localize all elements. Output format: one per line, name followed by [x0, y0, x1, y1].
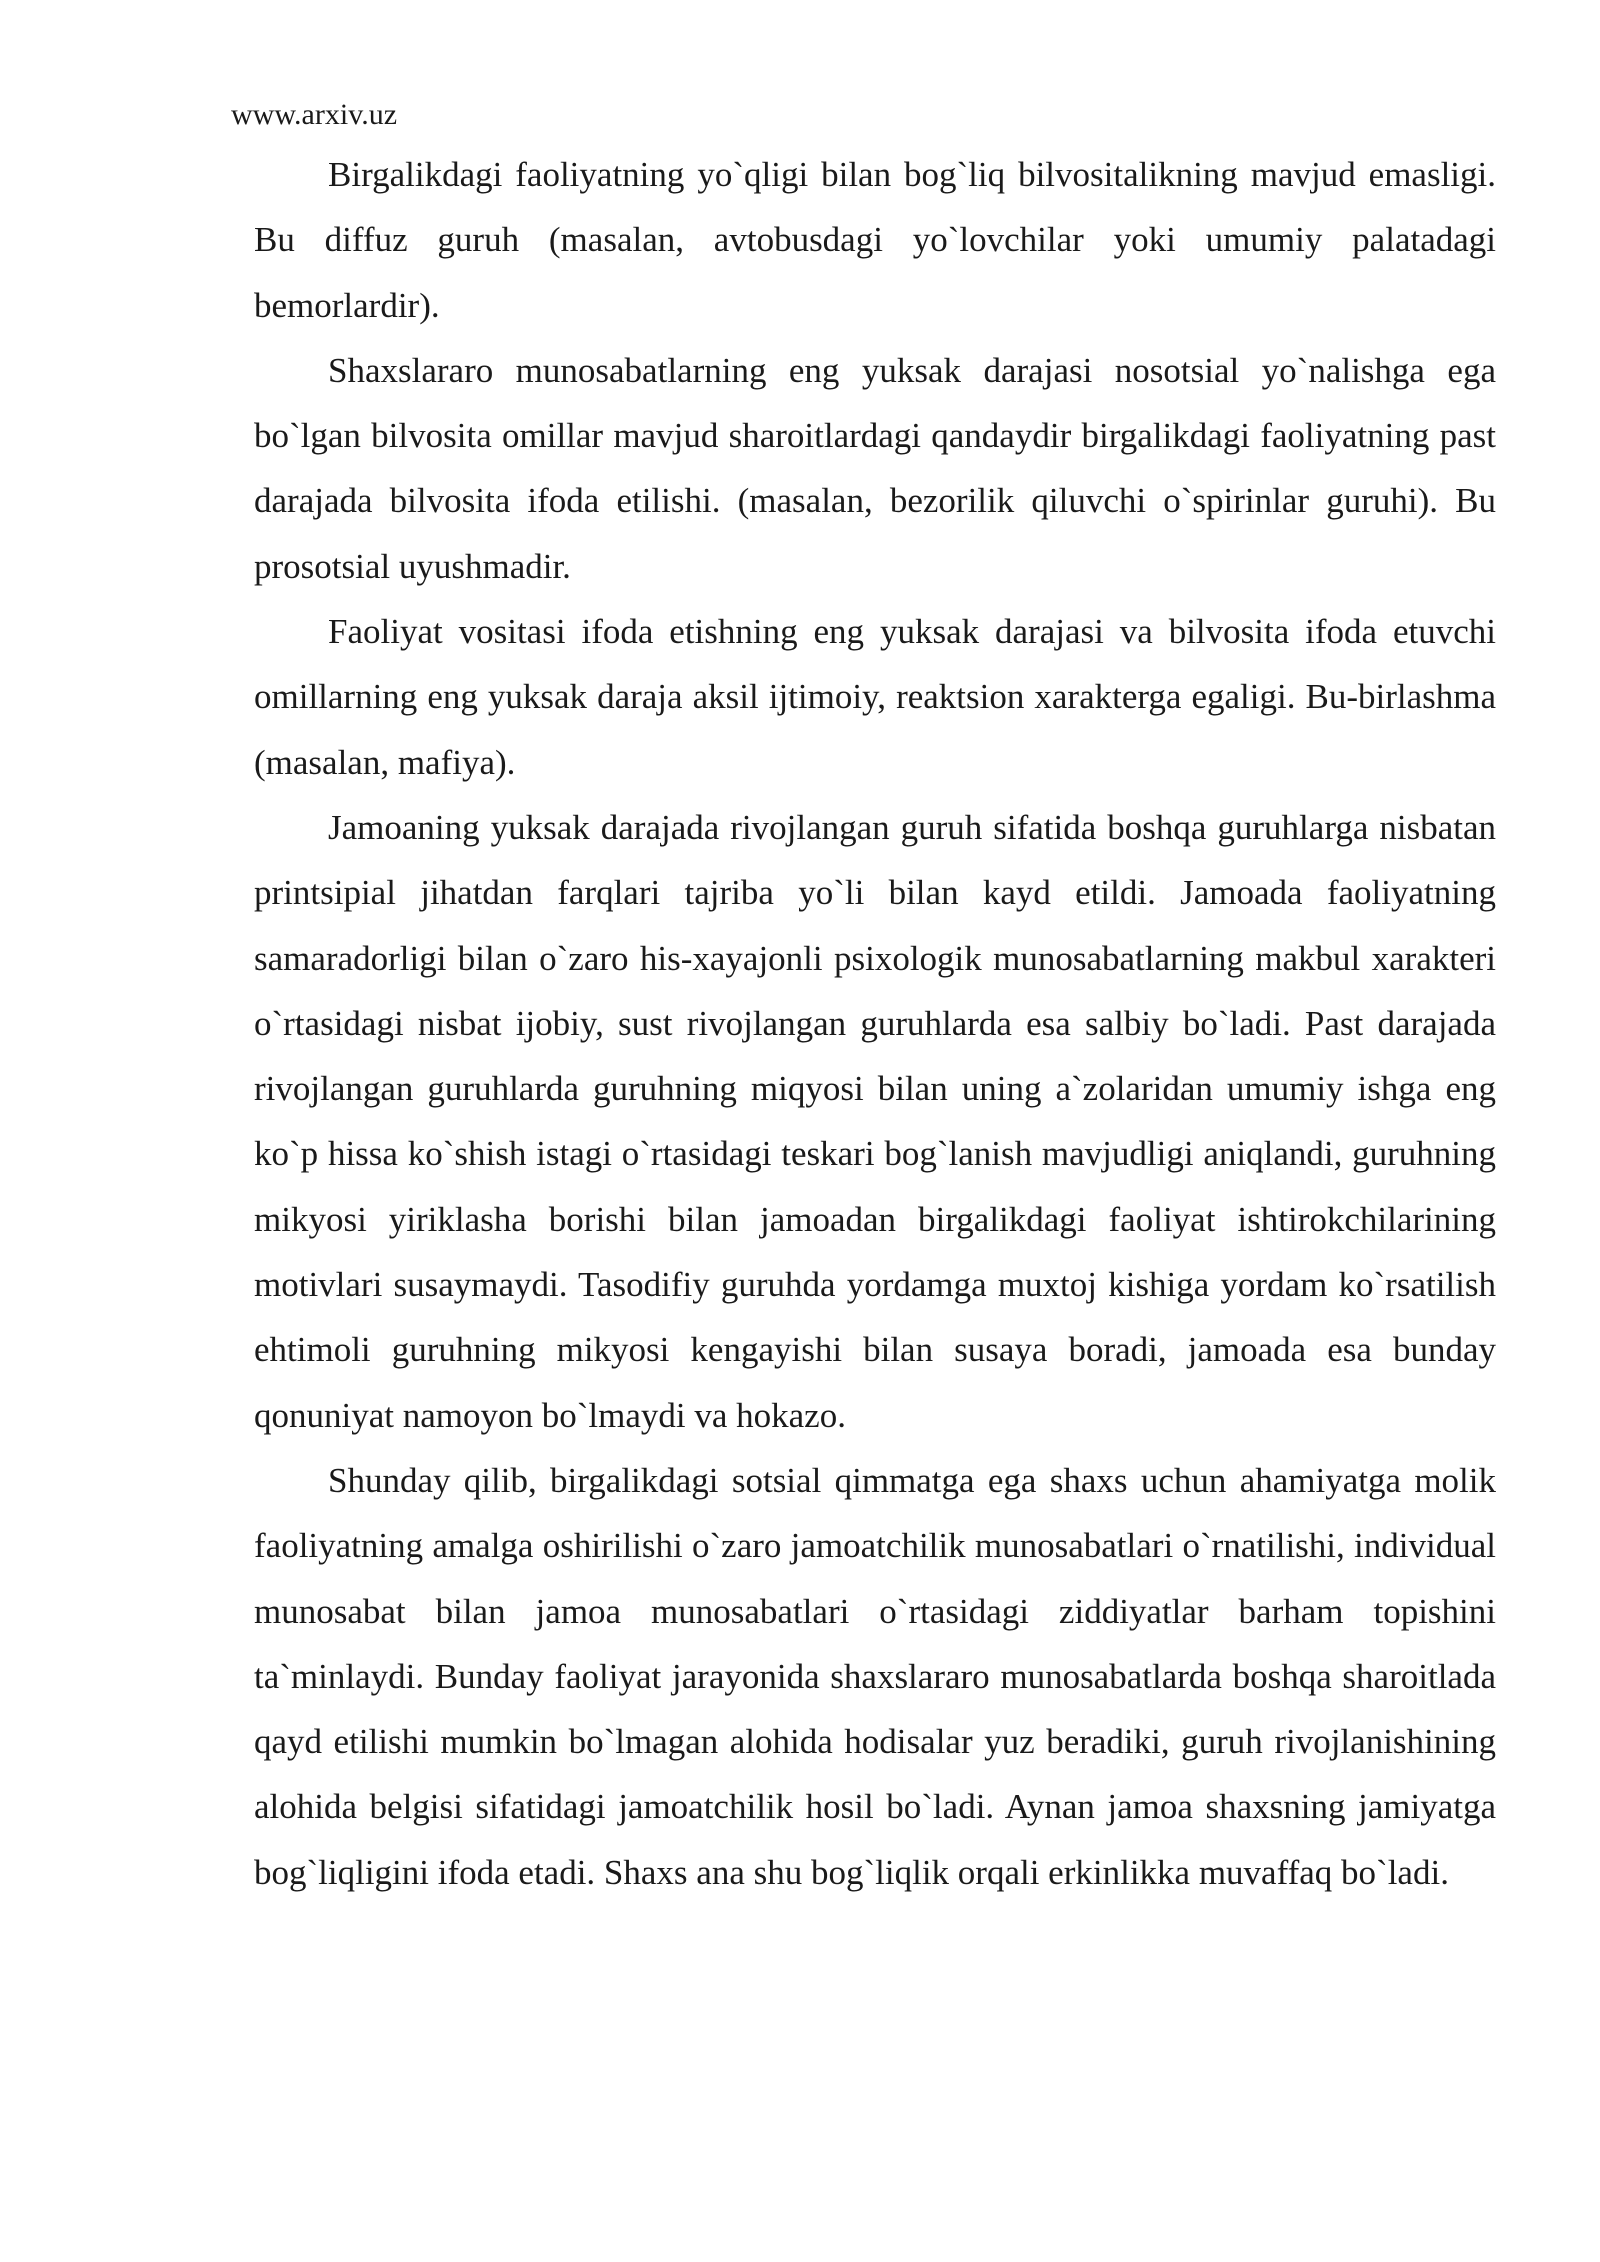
paragraph-4: Jamoaning yuksak darajada rivojlangan guruh sifatida boshqa guruhlarga nisbatan printsipial jihatdan farqlari tajriba yo`li bilan kayd etildi. Jamoada faoliyatning samaradorligi bilan o`zaro his-xayajonli psixologik munosabatlarning makbul xarakteri o`rtasidagi nisbat ijobiy, sust rivojlangan guruhlarda esa salbiy bo`ladi. Past darajada rivojlangan guruhlarda guruhning miqyosi bilan uning a`zolaridan umumiy ishga eng ko`p hissa ko`shish istagi o`rtasidagi teskari bog`lanish mavjudligi aniqlandi, guruhning mikyosi yiriklasha borishi bilan jamoadan birgalikdagi faoliyat ishtirokchilarining motivlari susaymaydi. Tasodifiy guruhda yordamga muxtoj kishiga yordam ko`rsatilish ehtimoli guruhning mikyosi kengayishi bilan susaya boradi, jamoada esa bunday qonuniyat namoyon bo`lmaydi va hokazo.	[254, 807, 1496, 1435]
paragraph-3: Faoliyat vositasi ifoda etishning eng yuksak darajasi va bilvosita ifoda etuvchi omillarning eng yuksak daraja aksil ijtimoiy, reaktsion xarakterga egaligi. Bu-birlashma (masalan, mafiya).	[254, 612, 1496, 782]
paragraph-1: Birgalikdagi faoliyatning yo`qligi bilan bog`liq bilvositalikning mavjud emasligi. Bu diffuz guruh (masalan, avtobusdagi yo`lovchilar yoki umumiy palatadagi bemorlardir).	[254, 155, 1496, 325]
header-url: www.arxiv.uz	[231, 98, 398, 131]
paragraph-5: Shunday qilib, birgalikdagi sotsial qimmatga ega shaxs uchun ahamiyatga molik faoliyatning amalga oshirilishi o`zaro jamoatchilik munosabatlari o`rnatilishi, individual munosabat bilan jamoa munosabatlari o`rtasidagi ziddiyatlar barham topishini ta`minlaydi. Bunday faoliyat jarayonida shaxslararo munosabatlarda boshqa sharoitlada qayd etilishi mumkin bo`lmagan alohida hodisalar yuz beradiki, guruh rivojlanishining alohida belgisi sifatidagi jamoatchilik hosil bo`ladi. Aynan jamoa shaxsning jamiyatga bog`liqligini ifoda etadi. Shaxs ana shu bog`liqlik orqali erkinlikka muvaffaq bo`ladi.	[254, 1460, 1496, 1892]
body-text	[254, 142, 1496, 1905]
paragraph-2: Shaxslararo munosabatlarning eng yuksak darajasi nosotsial yo`nalishga ega bo`lgan bilvosita omillar mavjud sharoitlardagi qandaydir birgalikdagi faoliyatning past darajada bilvosita ifoda etilishi. (masalan, bezorilik qiluvchi o`spirinlar guruhi). Bu prosotsial uyushmadir.	[254, 350, 1496, 586]
